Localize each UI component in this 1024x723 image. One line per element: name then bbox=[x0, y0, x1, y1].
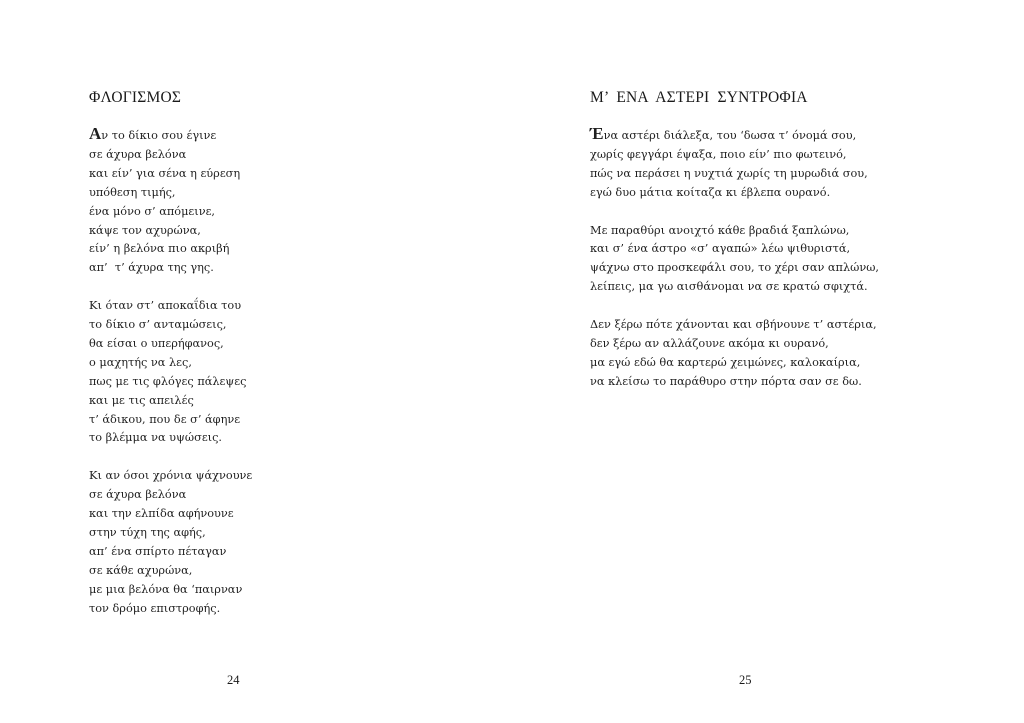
poem-line: ένα μόνο σ’ απόμεινε, bbox=[89, 204, 216, 218]
poem-line: Με παραθύρι ανοιχτό κάθε βραδιά ξαπλώνω, bbox=[590, 223, 850, 237]
poem-line: το βλέμμα να υψώσεις. bbox=[89, 431, 223, 445]
poem-line: σε άχυρα βελόνα bbox=[89, 147, 187, 161]
poem-line: Κι όταν στ’ αποκαΐδια του bbox=[89, 299, 242, 313]
page-number: 24 bbox=[227, 673, 240, 687]
poem-body bbox=[590, 124, 880, 411]
poem-line: λείπεις, μα γω αισθάνομαι να σε κρατώ σφιχτά. bbox=[590, 280, 868, 294]
poem-line: και με τις απειλές bbox=[89, 393, 194, 407]
poem-line: εγώ δυο μάτια κοίταζα κι έβλεπα ουρανό. bbox=[590, 185, 831, 199]
poem-line-text: ν το δίκιο σου έγινε bbox=[101, 129, 217, 142]
page-number: 25 bbox=[739, 673, 752, 687]
stanza bbox=[590, 124, 879, 203]
poem-line: ο μαχητής να λες, bbox=[89, 355, 192, 369]
poem-line: και την ελπίδα αφήνουνε bbox=[89, 507, 234, 521]
right-page bbox=[512, 0, 1024, 723]
poem-line bbox=[590, 124, 879, 146]
drop-cap: Έ bbox=[590, 124, 604, 143]
drop-cap: Α bbox=[89, 124, 102, 143]
stanza bbox=[89, 467, 252, 618]
poem-line: τ’ άδικου, που δε σ’ άφηνε bbox=[89, 412, 241, 426]
poem-line: δεν ξέρω αν αλλάζουνε ακόμα κι ουρανό, bbox=[590, 336, 829, 350]
poem-line: με μια βελόνα θα ‘παιρναν bbox=[89, 582, 243, 596]
poem-line: χωρίς φεγγάρι έψαξα, ποιο είν’ πιο φωτεινό, bbox=[590, 147, 847, 161]
stanza bbox=[89, 297, 252, 448]
poem-line: να κλείσω το παράθυρο στην πόρτα σαν σε δω. bbox=[590, 374, 862, 388]
poem-body bbox=[89, 124, 253, 637]
poem-line: απ’ τ’ άχυρα της γης. bbox=[89, 261, 214, 275]
poem-line-text: να αστέρι διάλεξα, του ‘δωσα τ’ όνομά σου, bbox=[603, 129, 857, 142]
poem-line: στην τύχη της αφής, bbox=[89, 526, 206, 539]
poem-line: Δεν ξέρω πότε χάνονται και σβήνουνε τ’ αστέρια, bbox=[590, 318, 877, 332]
poem-line: και είν’ για σένα η εύρεση bbox=[89, 166, 241, 180]
poem-line: είν’ η βελόνα πιο ακριβή bbox=[89, 242, 230, 256]
poem-line: κάψε τον αχυρώνα, bbox=[89, 223, 201, 237]
poem-line: υπόθεση τιμής, bbox=[89, 185, 176, 199]
poem-line: τον δρόμο επιστροφής. bbox=[89, 601, 221, 615]
poem-line: πώς να περάσει η νυχτιά χωρίς τη μυρωδιά σου, bbox=[590, 166, 868, 180]
poem-line: απ’ ένα σπίρτο πέταγαν bbox=[89, 544, 227, 558]
poem-title: ΦΛΟΓΙΣΜΟΣ bbox=[89, 89, 182, 106]
poem-line: σε άχυρα βελόνα bbox=[89, 488, 187, 502]
poem-line: ψάχνω στο προσκεφάλι σου, το χέρι σαν απλώνω, bbox=[590, 261, 880, 275]
poem-line: το δίκιο σ’ ανταμώσεις, bbox=[89, 318, 227, 332]
poem-line: θα είσαι ο υπερήφανος, bbox=[89, 336, 224, 350]
poem-line: μα εγώ εδώ θα καρτερώ χειμώνες, καλοκαίρια, bbox=[590, 355, 861, 369]
poem-line: σε κάθε αχυρώνα, bbox=[89, 563, 193, 577]
stanza bbox=[89, 124, 252, 278]
poem-line bbox=[89, 124, 252, 146]
stanza bbox=[590, 222, 879, 298]
poem-line: και σ’ ένα άστρο «σ’ αγαπώ» λέω ψιθυριστά, bbox=[590, 242, 851, 256]
stanza bbox=[590, 316, 879, 392]
poem-line: πως με τις φλόγες πάλεψες bbox=[89, 374, 247, 388]
poem-line: Κι αν όσοι χρόνια ψάχνουνε bbox=[89, 469, 253, 483]
poem-title: Μ’ ΕΝΑ ΑΣΤΕΡΙ ΣΥΝΤΡΟΦΙΑ bbox=[590, 89, 808, 106]
